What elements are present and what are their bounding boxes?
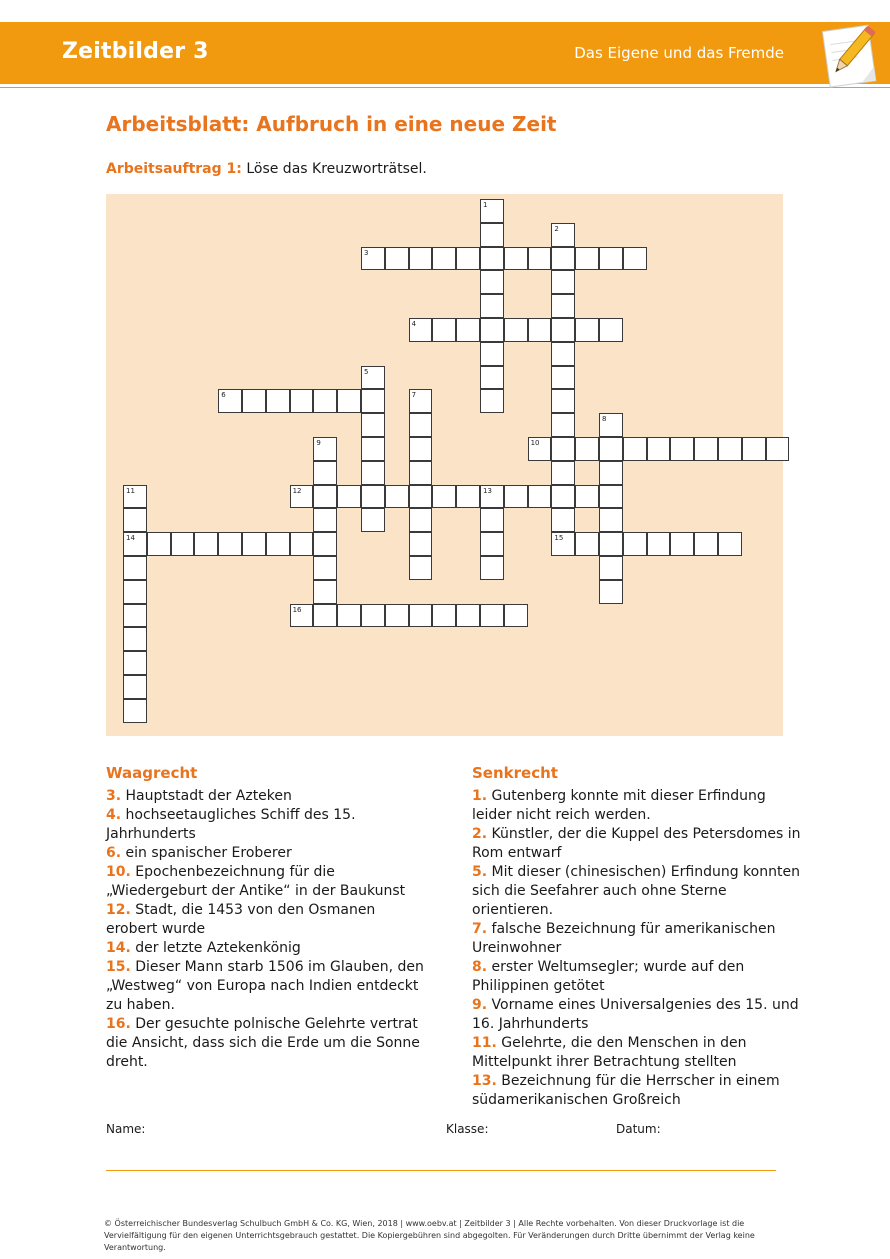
crossword-cell[interactable] <box>694 437 718 461</box>
crossword-cell[interactable] <box>599 580 623 604</box>
clue-number: 13 <box>483 486 492 495</box>
crossword-cell[interactable] <box>361 413 385 437</box>
clue-item: 15. Dieser Mann starb 1506 im Glauben, den „Westweg“ von Europa nach Indien entdeckt zu haben. <box>106 959 424 1013</box>
crossword-cell[interactable] <box>432 318 456 342</box>
crossword-cell[interactable] <box>551 223 575 247</box>
crossword-cell[interactable] <box>313 437 337 461</box>
crossword-cell[interactable] <box>290 485 314 509</box>
signature-line <box>106 1170 776 1171</box>
clue-item: 6. ein spanischer Eroberer <box>106 845 292 861</box>
across-clues <box>106 764 426 1072</box>
crossword-cell[interactable] <box>551 485 575 509</box>
crossword-cell[interactable] <box>361 366 385 390</box>
clue-item: 1. Gutenberg konnte mit dieser Erfindung leider nicht reich werden. <box>472 788 766 823</box>
crossword-cell[interactable] <box>670 437 694 461</box>
crossword-cell[interactable] <box>385 485 409 509</box>
series-title: Zeitbilder 3 <box>62 39 209 64</box>
across-heading: Waagrecht <box>106 764 198 782</box>
clue-number: 9 <box>316 439 321 447</box>
crossword-cell[interactable] <box>528 318 552 342</box>
crossword-cell[interactable] <box>123 508 147 532</box>
crossword-cell[interactable] <box>432 604 456 628</box>
task-text: Löse das Kreuzworträtsel. <box>246 161 427 177</box>
clue-item: 16. Der gesuchte polnische Gelehrte vertrat die Ansicht, dass sich die Erde um die Sonne dreht. <box>106 1016 420 1070</box>
crossword-cell[interactable] <box>504 485 528 509</box>
crossword-cell[interactable] <box>242 532 266 556</box>
crossword-cell[interactable] <box>575 318 599 342</box>
crossword-cell[interactable] <box>361 485 385 509</box>
crossword-cell[interactable] <box>551 413 575 437</box>
name-label: Name: <box>106 1122 146 1136</box>
crossword-cell[interactable] <box>361 604 385 628</box>
crossword-cell[interactable] <box>313 389 337 413</box>
clue-item: 10. Epochenbezeichnung für die „Wiedergeburt der Antike“ in der Baukunst <box>106 864 406 899</box>
crossword-cell[interactable] <box>504 604 528 628</box>
crossword-cell[interactable] <box>171 532 195 556</box>
task-label: Arbeitsauftrag 1: <box>106 161 242 177</box>
crossword-cell[interactable] <box>337 485 361 509</box>
crossword-cell[interactable] <box>123 699 147 723</box>
task-instruction <box>106 161 427 177</box>
clue-number: 2 <box>554 224 559 233</box>
copyright-notice: © Österreichischer Bundesverlag Schulbuch GmbH & Co. KG, Wien, 2018 | www.oebv.at | Zeitbilder 3 | Alle Rechte vorbehalten. Von dieser Druckvorlage ist die Vervielfältigung für den eigenen Unterrichtsgebrauch gestattet. Die Kopiergebühren sind abgegolten. Für Veränderungen durch Dritte übernimmt der Verlag keine Verantwortung. <box>104 1219 755 1252</box>
crossword-cell[interactable] <box>551 270 575 294</box>
crossword-cell[interactable] <box>575 437 599 461</box>
crossword-cell[interactable] <box>123 532 147 556</box>
crossword-cell[interactable] <box>456 318 480 342</box>
clue-number: 3 <box>364 248 369 257</box>
crossword-cell[interactable] <box>551 247 575 271</box>
crossword-cell[interactable] <box>480 270 504 294</box>
crossword-cell[interactable] <box>551 366 575 390</box>
clue-item: 3. Hauptstadt der Azteken <box>106 788 292 804</box>
crossword-cell[interactable] <box>409 318 433 342</box>
crossword-cell[interactable] <box>623 247 647 271</box>
crossword-cell[interactable] <box>742 437 766 461</box>
crossword-cell[interactable] <box>361 437 385 461</box>
crossword-cell[interactable] <box>480 389 504 413</box>
crossword-cell[interactable] <box>313 604 337 628</box>
clue-number: 8 <box>602 415 607 424</box>
crossword-cell[interactable] <box>313 508 337 532</box>
crossword-cell[interactable] <box>599 461 623 485</box>
crossword-cell[interactable] <box>599 247 623 271</box>
crossword-cell[interactable] <box>313 580 337 604</box>
crossword-cell[interactable] <box>337 389 361 413</box>
crossword-cell[interactable] <box>623 437 647 461</box>
crossword-cell[interactable] <box>123 604 147 628</box>
crossword-cell[interactable] <box>456 247 480 271</box>
crossword-cell[interactable] <box>575 485 599 509</box>
crossword-cell[interactable] <box>313 461 337 485</box>
crossword-cell[interactable] <box>242 389 266 413</box>
clue-item: 5. Mit dieser (chinesischen) Erfindung konnten sich die Seefahrer auch ohne Sterne orientieren. <box>472 864 800 918</box>
crossword-cell[interactable] <box>480 247 504 271</box>
clue-item: 4. hochseetaugliches Schiff des 15. Jahrhunderts <box>106 807 356 842</box>
crossword-cell[interactable] <box>480 366 504 390</box>
crossword-cell[interactable] <box>480 604 504 628</box>
crossword-cell[interactable] <box>551 508 575 532</box>
clue-item: 13. Bezeichnung für die Herrscher in einem südamerikanischen Großreich <box>472 1073 780 1108</box>
clue-item: 9. Vorname eines Universalgenies des 15. und 16. Jahrhunderts <box>472 997 799 1032</box>
crossword-cell[interactable] <box>623 532 647 556</box>
crossword-cell[interactable] <box>480 294 504 318</box>
crossword-cell[interactable] <box>551 294 575 318</box>
down-clues <box>472 764 802 1110</box>
crossword-cell[interactable] <box>599 485 623 509</box>
clue-item: 8. erster Weltumsegler; wurde auf den Philippinen getötet <box>472 959 745 994</box>
crossword-cell[interactable] <box>551 532 575 556</box>
crossword-cell[interactable] <box>647 437 671 461</box>
crossword-cell[interactable] <box>290 389 314 413</box>
crossword-cell[interactable] <box>123 651 147 675</box>
crossword-cell[interactable] <box>528 437 552 461</box>
crossword-cell[interactable] <box>599 318 623 342</box>
crossword-cell[interactable] <box>480 223 504 247</box>
crossword-cell[interactable] <box>480 318 504 342</box>
header-divider <box>0 87 890 88</box>
crossword-cell[interactable] <box>361 247 385 271</box>
crossword-cell[interactable] <box>480 556 504 580</box>
crossword-cell[interactable] <box>147 532 171 556</box>
crossword-cell[interactable] <box>599 556 623 580</box>
crossword-cell[interactable] <box>290 604 314 628</box>
crossword-cell[interactable] <box>409 389 433 413</box>
crossword-cell[interactable] <box>575 532 599 556</box>
crossword-grid <box>106 194 783 736</box>
clue-item: 14. der letzte Aztekenkönig <box>106 940 301 956</box>
crossword-cell[interactable] <box>409 604 433 628</box>
crossword-cell[interactable] <box>123 675 147 699</box>
crossword-cell[interactable] <box>409 556 433 580</box>
crossword-cell[interactable] <box>456 485 480 509</box>
crossword-cell[interactable] <box>361 461 385 485</box>
crossword-cell[interactable] <box>123 627 147 651</box>
crossword-cell[interactable] <box>599 413 623 437</box>
crossword-cell[interactable] <box>456 604 480 628</box>
crossword-cell[interactable] <box>266 389 290 413</box>
crossword-cell[interactable] <box>599 437 623 461</box>
page-title: Arbeitsblatt: Aufbruch in eine neue Zeit <box>106 112 557 136</box>
crossword-cell[interactable] <box>551 437 575 461</box>
crossword-cell[interactable] <box>551 342 575 366</box>
crossword-cell[interactable] <box>575 247 599 271</box>
crossword-cell[interactable] <box>409 461 433 485</box>
crossword-cell[interactable] <box>337 604 361 628</box>
crossword-cell[interactable] <box>385 604 409 628</box>
clue-number: 1 <box>483 201 488 209</box>
crossword-cell[interactable] <box>551 389 575 413</box>
clue-number: 14 <box>126 534 135 543</box>
crossword-cell[interactable] <box>409 437 433 461</box>
crossword-cell[interactable] <box>123 580 147 604</box>
class-label: Klasse: <box>446 1122 489 1136</box>
crossword-cell[interactable] <box>123 485 147 509</box>
crossword-cell[interactable] <box>409 413 433 437</box>
crossword-cell[interactable] <box>480 485 504 509</box>
clue-number: 11 <box>126 486 135 495</box>
crossword-cell[interactable] <box>313 532 337 556</box>
crossword-cell[interactable] <box>266 532 290 556</box>
clue-number: 15 <box>554 534 564 543</box>
clue-item: 11. Gelehrte, die den Menschen in den Mittelpunkt ihrer Betrachtung stellten <box>472 1035 747 1070</box>
crossword-cell[interactable] <box>647 532 671 556</box>
crossword-cell[interactable] <box>766 437 790 461</box>
down-heading: Senkrecht <box>472 764 558 782</box>
clue-item: 12. Stadt, die 1453 von den Osmanen erobert wurde <box>106 902 376 937</box>
crossword-cell[interactable] <box>123 556 147 580</box>
crossword-cell[interactable] <box>504 318 528 342</box>
crossword-cell[interactable] <box>409 247 433 271</box>
crossword-cell[interactable] <box>528 247 552 271</box>
crossword-cell[interactable] <box>480 199 504 223</box>
crossword-cell[interactable] <box>504 247 528 271</box>
crossword-cell[interactable] <box>599 508 623 532</box>
clue-number: 7 <box>411 391 417 400</box>
crossword-cell[interactable] <box>480 532 504 556</box>
clue-number: 4 <box>411 320 417 328</box>
crossword-cell[interactable] <box>409 508 433 532</box>
clue-number: 6 <box>221 391 226 400</box>
date-label: Datum: <box>616 1122 661 1136</box>
crossword-cell[interactable] <box>480 342 504 366</box>
chapter-title: Das Eigene und das Fremde <box>574 44 784 62</box>
crossword-cell[interactable] <box>313 556 337 580</box>
crossword-cell[interactable] <box>361 389 385 413</box>
crossword-cell[interactable] <box>718 437 742 461</box>
crossword-cell[interactable] <box>694 532 718 556</box>
clue-number: 5 <box>364 367 369 376</box>
note-pencil-icon <box>818 18 882 92</box>
crossword-cell[interactable] <box>194 532 218 556</box>
crossword-cell[interactable] <box>551 461 575 485</box>
crossword-cell[interactable] <box>480 508 504 532</box>
crossword-cell[interactable] <box>551 318 575 342</box>
header-bar <box>0 22 890 84</box>
clue-number: 12 <box>292 486 302 495</box>
crossword-cell[interactable] <box>718 532 742 556</box>
crossword-cell[interactable] <box>313 485 337 509</box>
crossword-cell[interactable] <box>361 508 385 532</box>
crossword-cell[interactable] <box>409 532 433 556</box>
crossword-cell[interactable] <box>599 532 623 556</box>
crossword-cell[interactable] <box>218 389 242 413</box>
crossword-cell[interactable] <box>218 532 242 556</box>
clue-number: 10 <box>530 439 540 447</box>
crossword-cell[interactable] <box>432 485 456 509</box>
clue-number: 16 <box>292 605 302 614</box>
crossword-cell[interactable] <box>290 532 314 556</box>
clue-item: 2. Künstler, der die Kuppel des Petersdomes in Rom entwarf <box>472 826 801 861</box>
crossword-cell[interactable] <box>409 485 433 509</box>
crossword-cell[interactable] <box>432 247 456 271</box>
crossword-cell[interactable] <box>385 247 409 271</box>
crossword-cell[interactable] <box>528 485 552 509</box>
crossword-cell[interactable] <box>670 532 694 556</box>
clue-item: 7. falsche Bezeichnung für amerikanischen Ureinwohner <box>472 921 776 956</box>
